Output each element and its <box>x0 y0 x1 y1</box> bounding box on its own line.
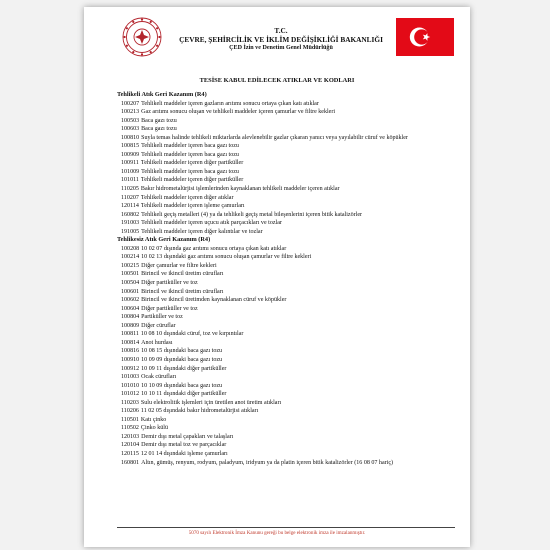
list-item <box>117 382 462 391</box>
waste-code: 120114 <box>121 203 139 210</box>
waste-description: Katı çinko <box>140 416 167 423</box>
waste-description: Tehlikeli maddeler içeren diğer atıklar <box>140 194 234 201</box>
waste-description: Birincil ve ikincil üretim cürufları <box>141 271 224 278</box>
waste-description: Demir dışı metal toz ve parçacıklar <box>141 442 227 449</box>
list-item <box>117 339 462 348</box>
list-item <box>117 253 462 262</box>
waste-description: Tehlikeli maddeler içeren baca gazı tozu <box>141 143 239 150</box>
waste-description: 11 02 05 dışındaki bakır hidrometalürjisi atıkları <box>140 408 259 415</box>
list-item <box>117 151 462 160</box>
turkish-flag-icon <box>396 18 454 56</box>
document-page <box>84 7 470 547</box>
waste-code: 100809 <box>121 322 140 329</box>
waste-description: 10 02 13 dışındaki gaz arıtımı sonucu oluşan çamurlar ve filtre kekleri <box>141 254 312 261</box>
list-item <box>117 168 462 177</box>
waste-description: Tehlikeli maddeler içeren uçucu atık parçacıkları ve tozlar <box>141 220 282 227</box>
list-item <box>117 424 462 433</box>
waste-code: 100810 <box>121 134 140 141</box>
list-item <box>117 373 462 382</box>
waste-code: 101010 <box>121 382 140 389</box>
waste-description: Partiküller ve toz <box>141 314 183 321</box>
list-item <box>117 441 462 450</box>
section-hazardous <box>117 91 462 236</box>
waste-description: Diğer partiküller ve toz <box>141 280 198 287</box>
waste-code: 101003 <box>121 374 140 381</box>
waste-description: Birincil ve ikincil üretim cürufları <box>141 288 224 295</box>
waste-description: Tehlikeli maddeler içeren diğer partiküller <box>140 177 244 184</box>
list-item <box>117 279 462 288</box>
waste-code: 160801 <box>121 459 140 466</box>
list-item <box>117 288 462 297</box>
waste-description: Suyla temas halinde tehlikeli miktarlarda alevlenebilir gazlar çıkaran yanıcı veya yayılabilir cüruf ve köpükler <box>141 134 408 141</box>
list-item <box>117 365 462 374</box>
waste-code: 100816 <box>121 348 140 355</box>
waste-description: 10 09 09 dışındaki baca gazı tozu <box>141 356 223 363</box>
waste-description: Tehlikeli maddeler içeren diğer partiküller <box>140 160 244 167</box>
waste-code: 110203 <box>121 399 139 406</box>
section-heading: Tehlikesiz Atık Geri Kazanım (R4) <box>117 236 211 244</box>
waste-code: 101012 <box>121 391 140 398</box>
waste-code: 100214 <box>121 254 140 261</box>
list-item <box>117 399 462 408</box>
list-item <box>117 176 462 185</box>
list-item <box>117 194 462 203</box>
list-item <box>117 262 462 271</box>
waste-description: Çinko külü <box>140 425 168 432</box>
waste-code-list <box>117 91 462 467</box>
waste-code: 100604 <box>121 305 140 312</box>
waste-description: 10 10 09 dışındaki baca gazı tozu <box>141 382 223 389</box>
header-directorate: ÇED İzin ve Denetim Genel Müdürlüğü <box>229 45 333 51</box>
list-item <box>117 211 462 220</box>
list-item <box>117 142 462 151</box>
list-item <box>117 407 462 416</box>
waste-code: 100815 <box>121 143 140 150</box>
list-item <box>117 347 462 356</box>
waste-code: 100912 <box>121 365 140 372</box>
waste-description: Diğer partiküller ve toz <box>141 305 198 312</box>
list-item <box>117 185 462 194</box>
list-item <box>117 245 462 254</box>
waste-code: 100602 <box>121 297 140 304</box>
waste-description: Bakır hidrometalürjisi işlemlerinden kaynaklanan tehlikeli maddeler içeren atıklar <box>140 186 340 193</box>
waste-description: Gaz arıtımı sonucu oluşan ve tehlikeli maddeler içeren çamurlar ve filtre kekleri <box>141 109 336 116</box>
waste-description: 10 02 07 dışında gaz arıtımı sonucu ortaya çıkan katı atıklar <box>141 245 287 252</box>
waste-code: 100811 <box>121 331 139 338</box>
waste-description: Ocak cürufları <box>141 374 177 381</box>
list-item <box>117 416 462 425</box>
list-item <box>117 100 462 109</box>
waste-code: 100814 <box>121 339 140 346</box>
list-item <box>117 202 462 211</box>
waste-description: 12 01 14 dışındaki işleme çamurları <box>140 450 228 457</box>
waste-code: 100601 <box>121 288 140 295</box>
waste-description: Sulu elektrolitik işlemleri için üretilen anot üretim atıkları <box>140 399 282 406</box>
waste-code: 100501 <box>121 271 140 278</box>
list-item <box>117 390 462 399</box>
waste-description: 10 08 10 dışındaki cüruf, toz ve kırpıntılar <box>140 331 244 338</box>
waste-code: 100504 <box>121 280 140 287</box>
list-item <box>117 219 462 228</box>
list-item <box>117 159 462 168</box>
header-ministry: ÇEVRE, ŞEHİRCİLİK VE İKLİM DEĞİŞİKLİĞİ BAKANLIĞI <box>179 35 383 44</box>
list-item <box>117 330 462 339</box>
waste-description: Tehlikeli geçiş metalleri (4) ya da tehlikeli geçiş metal bileşenlerini içeren bitik katalizörler <box>141 211 363 218</box>
list-item <box>117 433 462 442</box>
list-item <box>117 117 462 126</box>
waste-description: Birincil ve ikincil üretimden kaynaklanan cüruf ve köpükler <box>141 297 287 304</box>
waste-description: Demir dışı metal çapakları ve talaşları <box>141 433 234 440</box>
list-item <box>117 356 462 365</box>
waste-description: 10 10 11 dışındaki diğer partiküller <box>141 391 227 398</box>
waste-code: 191005 <box>121 228 140 235</box>
waste-code: 101011 <box>121 177 139 184</box>
section-items <box>117 100 462 237</box>
waste-code: 120104 <box>121 442 140 449</box>
waste-description: Baca gazı tozu <box>141 117 177 124</box>
waste-code: 100503 <box>121 117 140 124</box>
waste-code: 100207 <box>121 100 140 107</box>
e-signature-footer: 5070 sayılı Elektronik İmza Kanunu gereği bu belge elektronik imza ile imzalanmıştır. <box>188 530 366 536</box>
waste-description: Tehlikeli maddeler içeren diğer kalıntılar ve tozlar <box>141 228 263 235</box>
section-non-hazardous <box>117 236 462 467</box>
list-item <box>117 134 462 143</box>
waste-description: 10 09 11 dışındaki diğer partiküller <box>141 365 227 372</box>
header-tc: T.C. <box>274 26 288 35</box>
waste-code: 100910 <box>121 356 140 363</box>
section-items <box>117 245 462 467</box>
waste-code: 191003 <box>121 220 140 227</box>
list-item <box>117 313 462 322</box>
list-item <box>117 270 462 279</box>
waste-description: Tehlikeli maddeler içeren gazların arıtımı sonucu ortaya çıkan katı atıklar <box>141 100 319 107</box>
waste-description: Tehlikeli maddeler içeren baca gazı tozu <box>141 151 239 158</box>
waste-description: 10 08 15 dışındaki baca gazı tozu <box>141 348 223 355</box>
list-item <box>117 305 462 314</box>
waste-code: 100804 <box>121 314 140 321</box>
waste-description: Baca gazı tozu <box>141 126 177 133</box>
waste-code: 110501 <box>121 416 139 423</box>
waste-code: 100603 <box>121 126 140 133</box>
waste-code: 160802 <box>121 211 140 218</box>
list-item <box>117 322 462 331</box>
footer-divider <box>117 527 455 528</box>
waste-code: 100213 <box>121 109 140 116</box>
list-item <box>117 450 462 459</box>
waste-description: Tehlikeli maddeler içeren işleme çamurları <box>140 203 245 210</box>
list-item <box>117 228 462 237</box>
waste-code: 101009 <box>121 168 140 175</box>
waste-description: Tehlikeli maddeler içeren baca gazı tozu <box>141 168 239 175</box>
waste-description: Altın, gümüş, renyum, rodyum, paladyum, iridyum ya da platin içeren bitik katalizörler (16 08 07 hariç) <box>141 459 394 466</box>
waste-code: 110205 <box>121 186 139 193</box>
waste-description: Diğer cüruflar <box>141 322 176 329</box>
waste-code: 100911 <box>121 160 139 167</box>
list-item <box>117 296 462 305</box>
list-item <box>117 108 462 117</box>
waste-code: 120115 <box>121 450 139 457</box>
waste-code: 100208 <box>121 245 140 252</box>
document-header <box>156 26 406 53</box>
list-item <box>117 459 462 468</box>
waste-code: 100909 <box>121 151 140 158</box>
waste-code: 110207 <box>121 194 139 201</box>
waste-code: 120103 <box>121 433 140 440</box>
waste-code: 110206 <box>121 408 139 415</box>
document-title: TESİSE KABUL EDİLECEK ATIKLAR VE KODLARI <box>199 77 355 84</box>
waste-description: Diğer çamurlar ve filtre kekleri <box>141 262 217 269</box>
waste-code: 100215 <box>121 262 140 269</box>
waste-description: Anot hurdası <box>141 339 173 346</box>
section-heading: Tehlikeli Atık Geri Kazanım (R4) <box>117 91 207 98</box>
waste-code: 110502 <box>121 425 139 432</box>
list-item <box>117 125 462 134</box>
